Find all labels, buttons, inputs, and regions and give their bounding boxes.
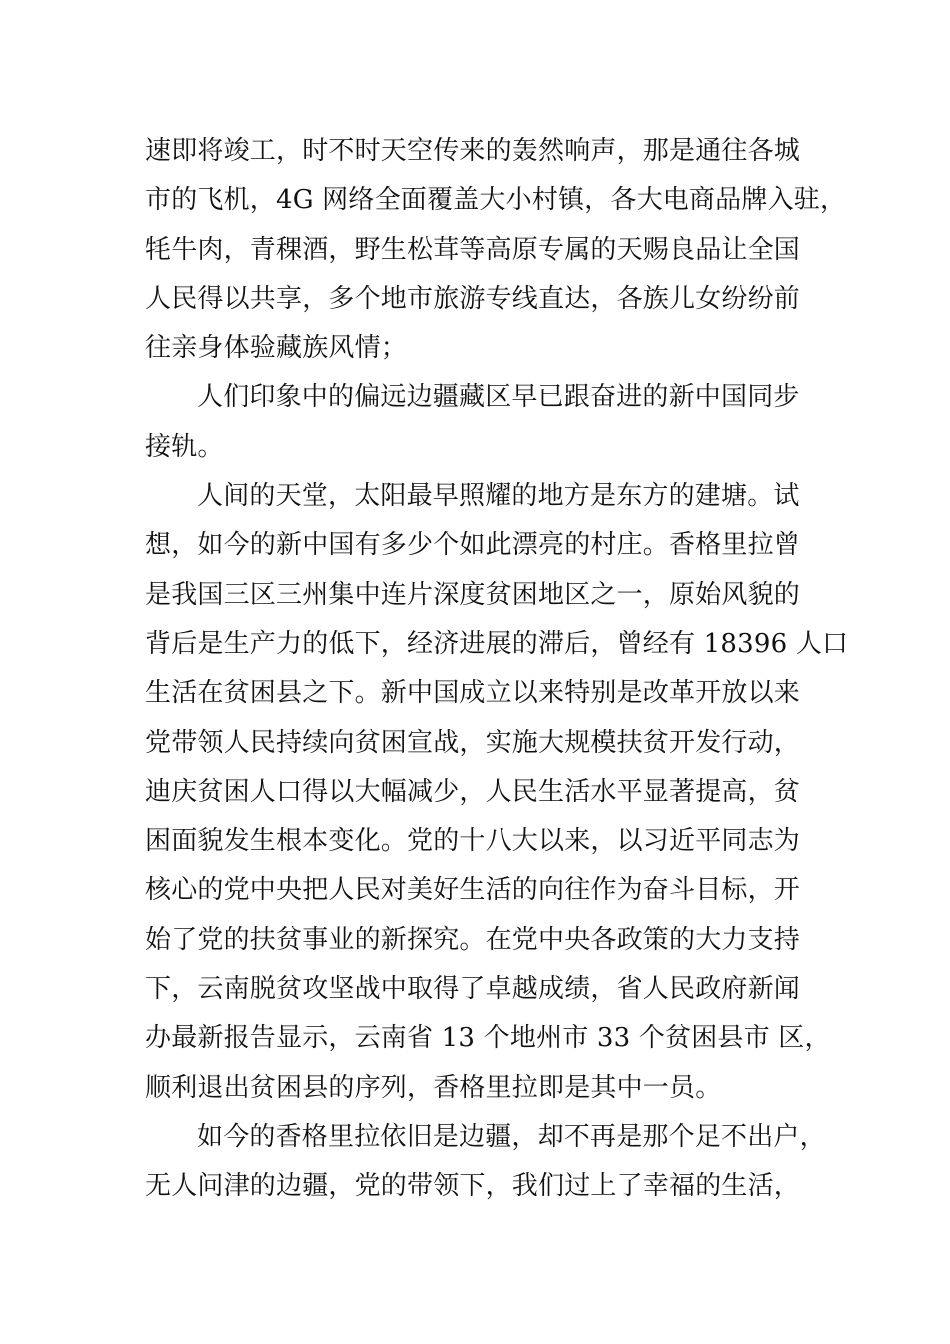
text-line: 接轨。 xyxy=(145,431,224,462)
text-line: 党带领人民持续向贫困宣战，实施大规模扶贫开发行动， xyxy=(145,727,801,758)
text-line: 无人问津的边疆，党的带领下，我们过上了幸福的生活， xyxy=(145,1171,801,1202)
paragraph xyxy=(145,472,849,1113)
text-line: 如今的香格里拉依旧是边疆，却不再是那个足不出户， xyxy=(197,1121,826,1152)
text-line: 下，云南脱贫攻坚战中取得了卓越成绩，省人民政府新闻 xyxy=(145,974,801,1005)
text-line: 速即将竣工，时不时天空传来的轰然响声，那是通往各城 xyxy=(145,136,801,166)
paragraph xyxy=(145,1113,835,1212)
document-body xyxy=(145,127,849,1212)
text-line: 人间的天堂，太阳最早照耀的地方是东方的建塘。试 xyxy=(197,481,800,512)
text-line: 人民得以共享，多个地市旅游专线直达，各族儿女纷纷前 xyxy=(145,283,801,314)
text-line: 想，如今的新中国有多少个如此漂亮的村庄。香格里拉曾 xyxy=(145,530,801,561)
text-line: 牦牛肉，青稞酒，野生松茸等高原专属的天赐良品让全国 xyxy=(145,234,801,265)
paragraph xyxy=(145,127,847,373)
text-line: 背后是生产力的低下，经济进展的滞后，曾经有 18396 人口 xyxy=(145,628,849,659)
text-line: 生活在贫困县之下。新中国成立以来特别是改革开放以来 xyxy=(145,678,801,709)
text-line: 核心的党中央把人民对美好生活的向往作为奋斗目标，开 xyxy=(145,875,801,906)
text-line: 市的飞机，4G 网络全面覆盖大小村镇，各大电商品牌入驻， xyxy=(145,185,847,216)
text-line: 顺利退出贫困县的序列，香格里拉即是其中一员。 xyxy=(145,1072,722,1103)
text-line: 往亲身体验藏族风情； xyxy=(145,333,408,364)
text-line: 始了党的扶贫事业的新探究。在党中央各政策的大力支持 xyxy=(145,924,801,955)
text-line: 是我国三区三州集中连片深度贫困地区之一，原始风貌的 xyxy=(145,579,801,610)
text-line: 迪庆贫困人口得以大幅减少，人民生活水平显著提高，贫 xyxy=(145,776,801,807)
text-line: 人们印象中的偏远边疆藏区早已跟奋进的新中国同步 xyxy=(197,382,800,413)
paragraph xyxy=(145,373,835,472)
text-line: 困面貌发生根本变化。党的十八大以来，以习近平同志为 xyxy=(145,826,801,857)
text-line: 办最新报告显示，云南省 13 个地州市 33 个贫困县市 区， xyxy=(145,1023,831,1054)
